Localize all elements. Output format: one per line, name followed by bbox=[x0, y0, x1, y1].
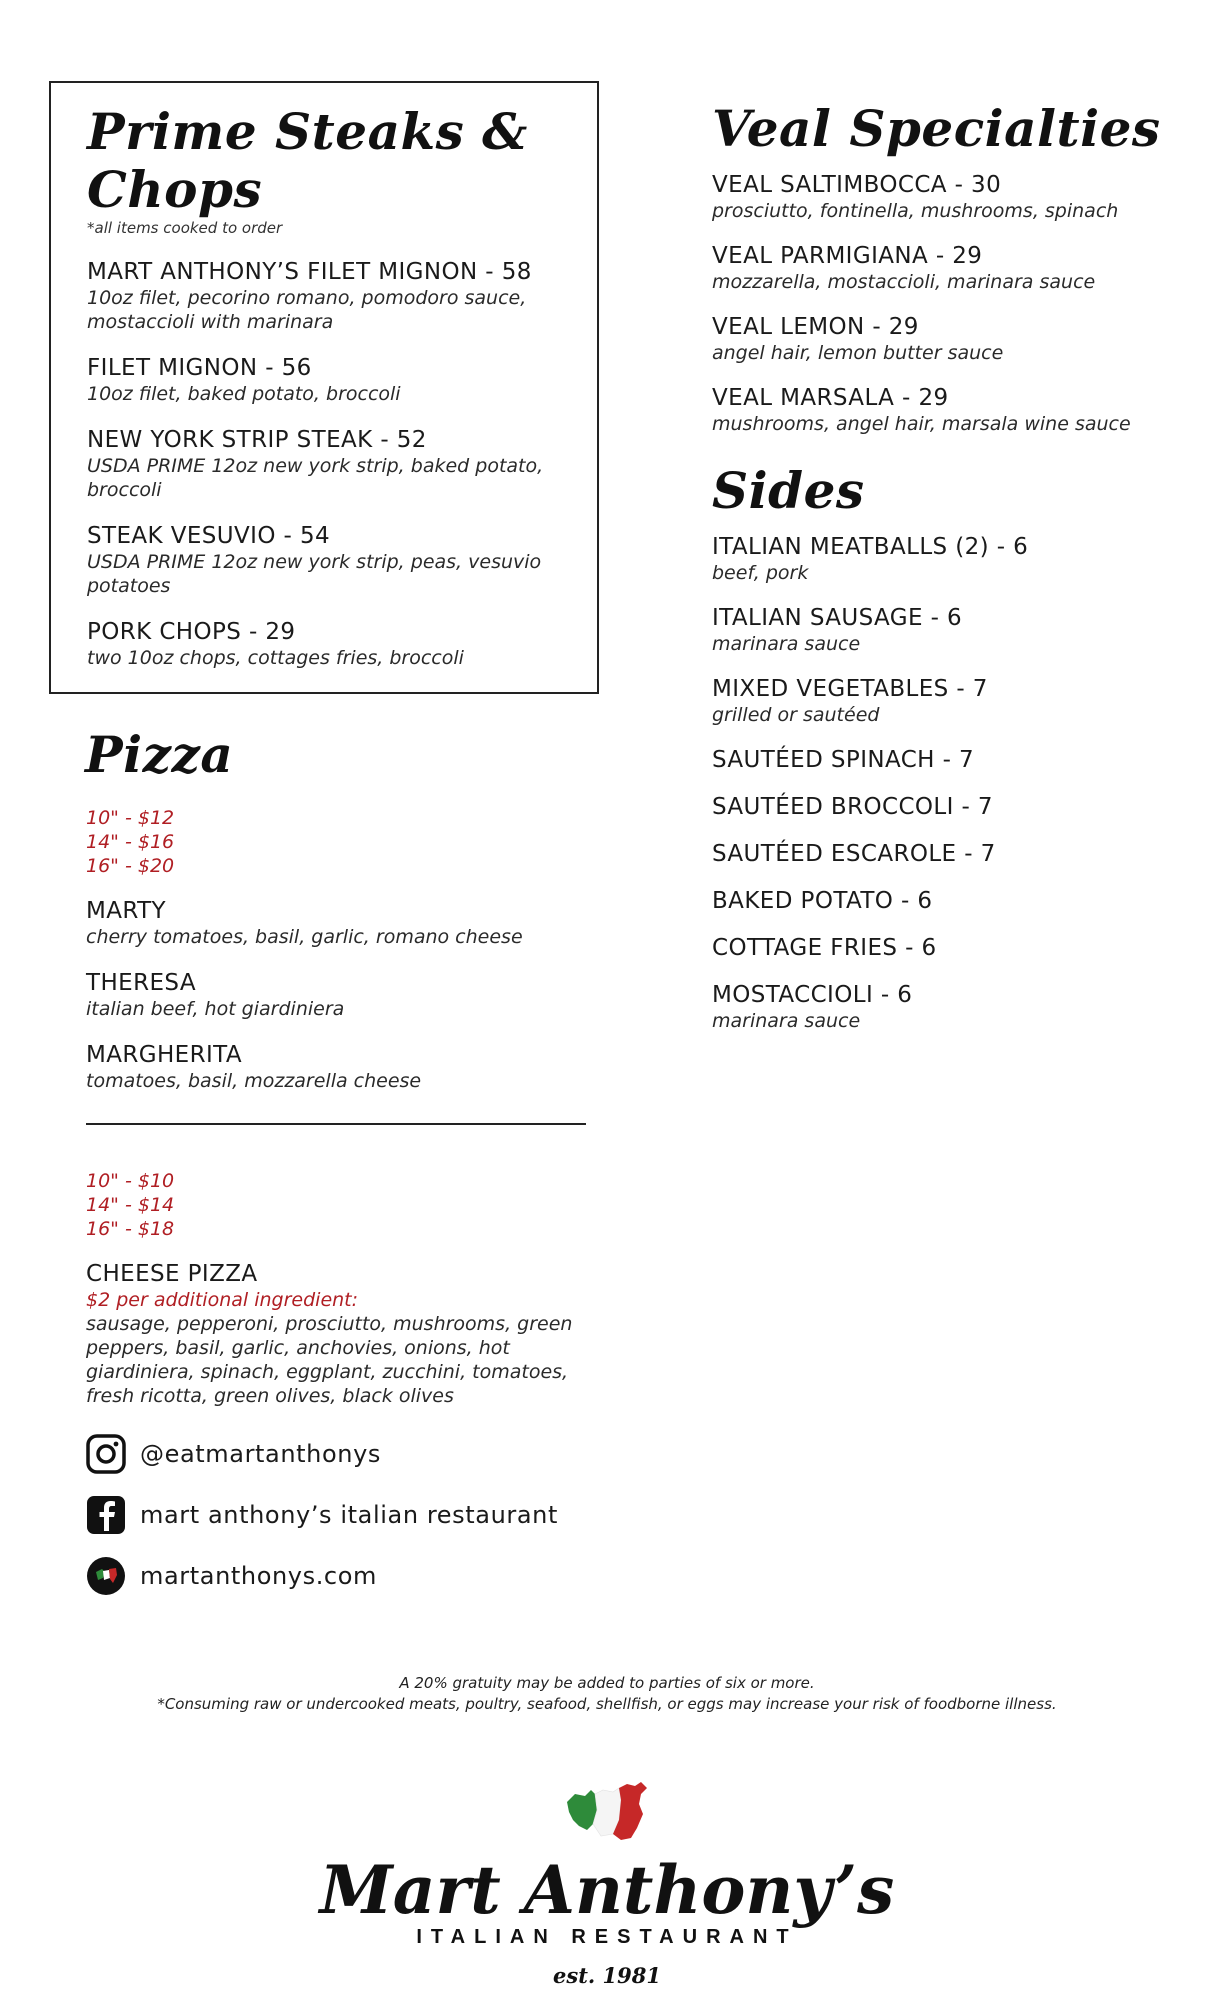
item-name: MART ANTHONY’S FILET MIGNON - 58 bbox=[87, 259, 532, 285]
right-column bbox=[712, 100, 1192, 1053]
price-line: 16" - $20 bbox=[86, 855, 175, 877]
item-description: prosciutto, fontinella, mushrooms, spinach bbox=[712, 200, 1119, 222]
item-name: THERESA bbox=[86, 970, 196, 996]
menu-item bbox=[86, 898, 599, 949]
price-line: 10" - $12 bbox=[86, 807, 175, 829]
additional-ingredient-price: $2 per additional ingredient: bbox=[86, 1289, 359, 1311]
item-description: italian beef, hot giardiniera bbox=[86, 998, 345, 1020]
facebook-link[interactable] bbox=[86, 1494, 558, 1536]
item-description: marinara sauce bbox=[712, 1010, 861, 1032]
item-name: MOSTACCIOLI - 6 bbox=[712, 982, 913, 1008]
menu-item bbox=[87, 259, 561, 334]
menu-item bbox=[712, 314, 1192, 365]
established-year: est. 1981 bbox=[553, 1963, 661, 1988]
menu-item bbox=[87, 523, 561, 598]
item-description: beef, pork bbox=[712, 562, 809, 584]
item-description: two 10oz chops, cottages fries, broccoli bbox=[87, 647, 464, 669]
menu-item bbox=[86, 1042, 599, 1093]
restaurant-logo bbox=[0, 1780, 1214, 1988]
steaks-note: *all items cooked to order bbox=[87, 219, 283, 237]
menu-item bbox=[712, 935, 1192, 962]
item-name: MIXED VEGETABLES - 7 bbox=[712, 676, 988, 702]
section-divider bbox=[86, 1123, 586, 1125]
price-line: 14" - $16 bbox=[86, 831, 175, 853]
menu-item bbox=[712, 888, 1192, 915]
menu-item bbox=[712, 982, 1192, 1033]
item-name: SAUTÉED BROCCOLI - 7 bbox=[712, 794, 993, 820]
item-description: cherry tomatoes, basil, garlic, romano cheese bbox=[86, 926, 523, 948]
menu-item bbox=[86, 970, 599, 1021]
disclaimer bbox=[0, 1673, 1214, 1715]
item-name: COTTAGE FRIES - 6 bbox=[712, 935, 937, 961]
item-name: SAUTÉED ESCAROLE - 7 bbox=[712, 841, 996, 867]
item-description: USDA PRIME 12oz new york strip, peas, vesuvio potatoes bbox=[87, 551, 542, 597]
item-name: FILET MIGNON - 56 bbox=[87, 355, 312, 381]
menu-item bbox=[712, 794, 1192, 821]
veal-section bbox=[712, 100, 1192, 436]
cheese-pizza-prices bbox=[86, 1169, 599, 1241]
menu-item bbox=[712, 747, 1192, 774]
price-line: 16" - $18 bbox=[86, 1218, 175, 1240]
item-description: mozzarella, mostaccioli, marinara sauce bbox=[712, 271, 1096, 293]
price-line: 10" - $10 bbox=[86, 1170, 175, 1192]
item-description: angel hair, lemon butter sauce bbox=[712, 342, 1004, 364]
instagram-icon bbox=[86, 1434, 126, 1474]
menu-item bbox=[87, 355, 561, 406]
restaurant-subtitle: ITALIAN RESTAURANT bbox=[416, 1926, 798, 1948]
menu-item bbox=[87, 427, 561, 502]
item-name: MARTY bbox=[86, 898, 166, 924]
item-description: mushrooms, angel hair, marsala wine sauce bbox=[712, 413, 1131, 435]
cheese-pizza-item bbox=[86, 1261, 599, 1408]
item-name: VEAL PARMIGIANA - 29 bbox=[712, 243, 983, 269]
menu-item bbox=[712, 243, 1192, 294]
item-name: VEAL SALTIMBOCCA - 30 bbox=[712, 172, 1002, 198]
sides-title: Sides bbox=[712, 461, 865, 520]
pizza-section bbox=[49, 726, 599, 1408]
menu-item bbox=[712, 534, 1192, 585]
veal-title: Veal Specialties bbox=[712, 99, 1161, 158]
facebook-icon bbox=[86, 1495, 126, 1535]
item-name: BAKED POTATO - 6 bbox=[712, 888, 933, 914]
item-name: NEW YORK STRIP STEAK - 52 bbox=[87, 427, 427, 453]
instagram-handle: @eatmartanthonys bbox=[140, 1440, 381, 1468]
item-name: ITALIAN MEATBALLS (2) - 6 bbox=[712, 534, 1029, 560]
italy-flag-map-icon bbox=[561, 1829, 653, 1848]
instagram-link[interactable] bbox=[86, 1433, 558, 1475]
item-description: 10oz filet, pecorino romano, pomodoro sauce, mostaccioli with marinara bbox=[87, 287, 527, 333]
item-description: grilled or sautéed bbox=[712, 704, 880, 726]
item-name: SAUTÉED SPINACH - 7 bbox=[712, 747, 975, 773]
menu-item bbox=[712, 605, 1192, 656]
menu-item bbox=[712, 385, 1192, 436]
website-icon bbox=[86, 1556, 126, 1596]
item-name: VEAL MARSALA - 29 bbox=[712, 385, 949, 411]
item-name: MARGHERITA bbox=[86, 1042, 242, 1068]
left-column bbox=[49, 81, 599, 1408]
item-name: ITALIAN SAUSAGE - 6 bbox=[712, 605, 963, 631]
facebook-page-name: mart anthony’s italian restaurant bbox=[140, 1501, 558, 1529]
item-description: tomatoes, basil, mozzarella cheese bbox=[86, 1070, 422, 1092]
menu-item bbox=[712, 676, 1192, 727]
food-safety-note: *Consuming raw or undercooked meats, poultry, seafood, shellfish, or eggs may increase your risk of foodborne illness. bbox=[157, 1695, 1057, 1713]
item-description: USDA PRIME 12oz new york strip, baked potato, broccoli bbox=[87, 455, 544, 501]
menu-item bbox=[712, 841, 1192, 868]
price-line: 14" - $14 bbox=[86, 1194, 175, 1216]
item-description: 10oz filet, baked potato, broccoli bbox=[87, 383, 401, 405]
item-name: PORK CHOPS - 29 bbox=[87, 619, 296, 645]
social-links bbox=[86, 1433, 558, 1616]
menu-item bbox=[712, 172, 1192, 223]
restaurant-name: Mart Anthony’s bbox=[319, 1851, 895, 1929]
pizza-title: Pizza bbox=[85, 725, 234, 784]
sides-section bbox=[712, 462, 1192, 1033]
website-link[interactable] bbox=[86, 1555, 558, 1597]
item-name: STEAK VESUVIO - 54 bbox=[87, 523, 331, 549]
item-description: marinara sauce bbox=[712, 633, 861, 655]
item-name: CHEESE PIZZA bbox=[86, 1261, 258, 1287]
website-url: martanthonys.com bbox=[140, 1562, 377, 1590]
steaks-title: Prime Steaks & Chops bbox=[87, 102, 528, 219]
steaks-section bbox=[49, 81, 599, 694]
ingredient-list: sausage, pepperoni, prosciutto, mushrooms, green peppers, basil, garlic, anchovies, onions, hot giardiniera, spinach, eggplant, zucchini, tomatoes, fresh ricotta, green olives, black olives bbox=[86, 1313, 573, 1407]
menu-item bbox=[87, 619, 561, 670]
item-name: VEAL LEMON - 29 bbox=[712, 314, 919, 340]
specialty-pizza-prices bbox=[86, 806, 599, 878]
gratuity-note: A 20% gratuity may be added to parties of six or more. bbox=[399, 1674, 815, 1692]
